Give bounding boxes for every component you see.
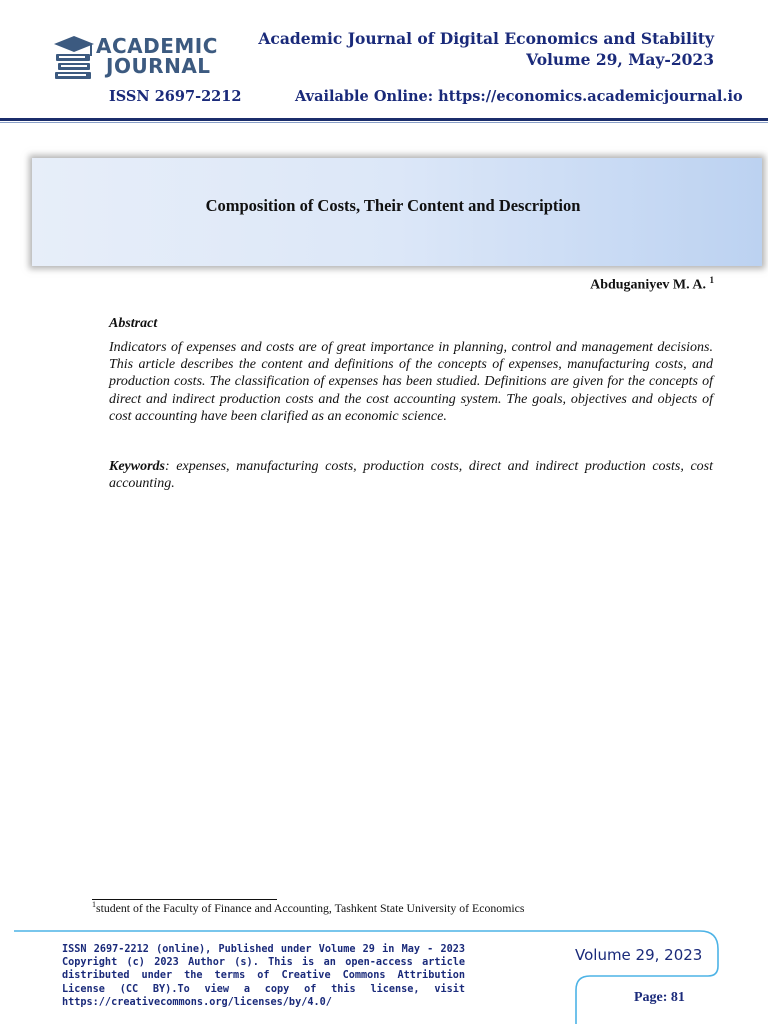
footnote-mark: 1 — [92, 900, 96, 909]
journal-header — [258, 28, 714, 70]
logo-wordmark: ACADEMIC JOURNAL — [96, 34, 218, 78]
paper-title: Composition of Costs, Their Content and Description — [205, 196, 581, 215]
keywords-label: Keywords — [109, 459, 165, 474]
author-line — [590, 275, 714, 294]
footer-volume: Volume 29, 2023 — [575, 946, 703, 964]
volume-issue: Volume 29, May-2023 — [526, 50, 714, 69]
author-name: Abduganiyev M. A. — [590, 277, 706, 293]
footnote — [92, 900, 524, 916]
header-divider — [0, 118, 768, 121]
keywords-text: : expenses, manufacturing costs, production costs, direct and indirect production costs, cost accounting. — [109, 459, 713, 492]
keywords-paragraph — [109, 458, 713, 492]
footnote-text: student of the Faculty of Finance and Accounting, Tashkent State University of Economics — [96, 900, 525, 915]
page-number: Page: 81 — [634, 990, 685, 1005]
available-online-link[interactable]: Available Online: https://economics.academicjournal.io — [295, 88, 743, 105]
journal-title: Academic Journal of Digital Economics and Stability — [258, 29, 714, 48]
issn-label: ISSN 2697-2212 — [109, 88, 242, 105]
abstract-heading: Abstract — [109, 316, 158, 331]
journal-logo-icon — [52, 34, 96, 82]
abstract-text: Indicators of expenses and costs are of great importance in planning, control and management decisions. This article describes the content and definitions of the concepts of expenses, manufacturing costs, and production costs. The classification of expenses has been studied. Definitions are given for the concepts of direct and indirect production costs and the cost accounting system. The goals, objectives and objects of cost accounting have been clarified as an economic science. — [109, 340, 713, 424]
header-divider-light — [0, 122, 768, 123]
license-notice: ISSN 2697-2212 (online), Published under Volume 29 in May - 2023 Copyright (c) 2023 Author (s). This is an open-access article distributed under the terms of Creative Commons Attribution License (CC BY).To view a copy of this license, visit https://creativecommons.org/licenses/by/4.0/ — [62, 944, 465, 1008]
author-footnote-mark: 1 — [709, 275, 714, 285]
